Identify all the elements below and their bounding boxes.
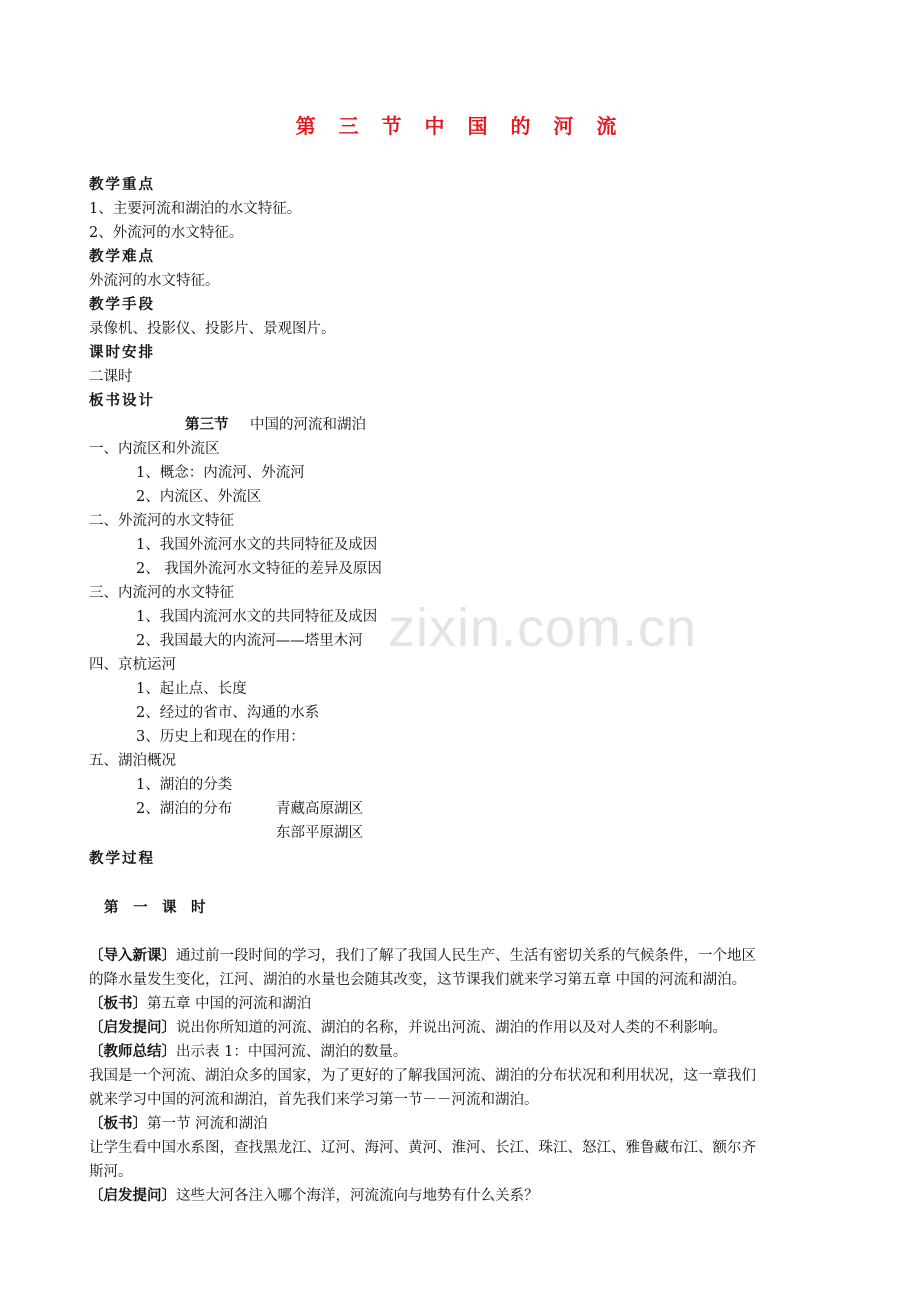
paragraph — [89, 1018, 727, 1038]
outline-subitem: 2、内流区、外流区 — [136, 489, 262, 505]
paragraph-line: 让学生看中国水系图，查找黑龙江、辽河、海河、黄河、淮河、长江、珠江、怒江、雅鲁藏布江、额尔齐 — [89, 1140, 756, 1156]
lake-region: 青藏高原湖区 — [276, 801, 363, 817]
paragraph — [89, 1114, 268, 1134]
lake-region: 东部平原湖区 — [276, 825, 363, 841]
paragraph-text: 第一节 河流和湖泊 — [147, 1116, 268, 1132]
outline-subitem: 2、我国最大的内流河——塔里木河 — [136, 633, 363, 649]
lesson-heading: 第 一 课 时 — [104, 900, 206, 916]
outline-subitem: 1、我国外流河水文的共同特征及成因 — [136, 537, 378, 553]
focus-item: 1、主要河流和湖泊的水文特征。 — [89, 201, 302, 217]
paragraph — [89, 946, 756, 966]
board-title: 中国的河流和湖泊 — [250, 417, 366, 433]
paragraph-label: 〔启发提问〕 — [89, 1020, 176, 1036]
outline-subitem: 1、概念：内流河、外流河 — [136, 465, 305, 481]
outline-item: 五、湖泊概况 — [89, 753, 176, 769]
paragraph-text: 出示表 1：中国河流、湖泊的数量。 — [176, 1044, 408, 1060]
paragraph-label: 〔导入新课〕 — [89, 948, 176, 964]
outline-subitem: 1、湖泊的分类 — [136, 777, 233, 793]
focus-heading: 教学重点 — [89, 177, 155, 193]
outline-item: 二、外流河的水文特征 — [89, 513, 234, 529]
paragraph-line: 就来学习中国的河流和湖泊，首先我们来学习第一节－－河流和湖泊。 — [89, 1092, 539, 1108]
outline-subitem: 2、经过的省市、沟通的水系 — [136, 705, 320, 721]
paragraph-text: 通过前一段时间的学习，我们了解了我国人民生产、生活有密切关系的气候条件，一个地区 — [176, 948, 756, 964]
paragraph — [89, 994, 311, 1014]
paragraph-label: 〔启发提问〕 — [89, 1188, 176, 1204]
outline-subitem: 1、我国内流河水文的共同特征及成因 — [136, 609, 378, 625]
page-title: 第 三 节 中 国 的 河 流 — [295, 114, 625, 138]
schedule-heading: 课时安排 — [89, 345, 155, 361]
outline-item: 四、京杭运河 — [89, 657, 176, 673]
paragraph-text: 这些大河各注入哪个海洋，河流流向与地势有什么关系？ — [176, 1188, 539, 1204]
outline-subitem: 1、起止点、长度 — [136, 681, 247, 697]
focus-item: 2、外流河的水文特征。 — [89, 225, 244, 241]
outline-item: 一、内流区和外流区 — [89, 441, 220, 457]
means-heading: 教学手段 — [89, 297, 155, 313]
paragraph-line: 的降水量发生变化，江河、湖泊的水量也会随其改变，这节课我们就来学习第五章 中国的河流和湖泊。 — [89, 972, 747, 988]
paragraph-line: 斯河。 — [89, 1164, 133, 1180]
paragraph-text: 第五章 中国的河流和湖泊 — [147, 996, 312, 1012]
outline-subitem: 2、湖泊的分布 — [136, 801, 233, 817]
paragraph-line: 我国是一个河流、湖泊众多的国家，为了更好的了解我国河流、湖泊的分布状况和利用状况，这一章我们 — [89, 1068, 756, 1084]
paragraph-text: 说出你所知道的河流、湖泊的名称，并说出河流、湖泊的作用以及对人类的不利影响。 — [176, 1020, 727, 1036]
outline-item: 三、内流河的水文特征 — [89, 585, 234, 601]
paragraph — [89, 1186, 539, 1206]
outline-subitem: 2、 我国外流河水文特征的差异及原因 — [136, 561, 382, 577]
difficulty-heading: 教学难点 — [89, 249, 155, 265]
paragraph-label: 〔板书〕 — [89, 1116, 147, 1132]
paragraph-label: 〔教师总结〕 — [89, 1044, 176, 1060]
process-heading: 教学过程 — [89, 851, 155, 867]
paragraph — [89, 1042, 407, 1062]
board-heading: 板书设计 — [89, 393, 155, 409]
board-title-prefix: 第三节 — [185, 417, 229, 433]
difficulty-item: 外流河的水文特征。 — [89, 273, 220, 289]
watermark: zixin.com.cn — [388, 598, 698, 658]
paragraph-label: 〔板书〕 — [89, 996, 147, 1012]
means-item: 录像机、投影仪、投影片、景观图片。 — [89, 321, 336, 337]
schedule-item: 二课时 — [89, 369, 133, 385]
outline-subitem: 3、历史上和现在的作用： — [136, 729, 305, 745]
